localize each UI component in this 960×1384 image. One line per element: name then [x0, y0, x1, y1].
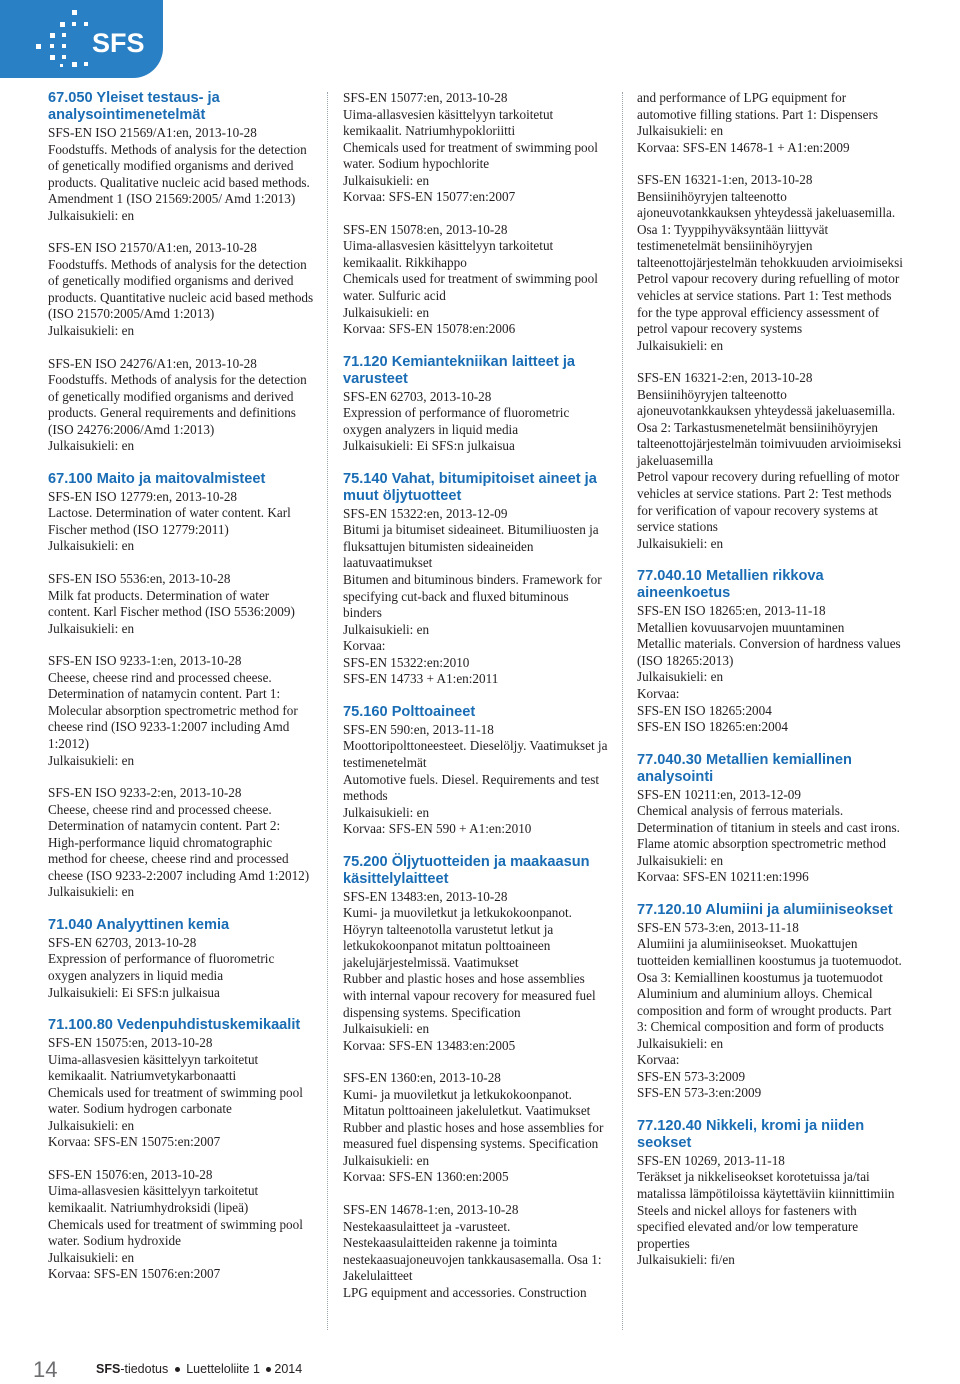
entry-line: Automotive fuels. Diesel. Requirements and test methods [343, 771, 600, 804]
standard-id: SFS-EN 62703, 2013-10-28 [48, 934, 197, 950]
standard-entry [48, 356, 314, 455]
sfs-logo-icon [0, 0, 163, 78]
standard-id: SFS-EN ISO 5536:en, 2013-10-28 [48, 571, 231, 587]
standard-entry [48, 240, 314, 339]
standard-entry [637, 90, 903, 156]
entry-line: Kumi- ja muoviletkut ja letkukokoonpanot. Mitatun polttoaineen jakeluletkut. Vaatimukset [343, 1086, 591, 1119]
entry-line: SFS-EN 573-3:2009 [637, 1068, 746, 1084]
standard-id: SFS-EN 15076:en, 2013-10-28 [48, 1166, 213, 1182]
standard-entry [48, 125, 314, 224]
standard-id: SFS-EN 15075:en, 2013-10-28 [48, 1035, 213, 1051]
entry-line: LPG equipment and accessories. Construction [343, 1284, 587, 1300]
standard-entry [637, 603, 903, 735]
standard-id: SFS-EN 10211:en, 2013-12-09 [637, 786, 801, 802]
standard-id: SFS-EN ISO 9233-2:en, 2013-10-28 [48, 785, 242, 801]
entry-line: Korvaa: [637, 1052, 680, 1068]
entry-line: Korvaa: SFS-EN 14678-1 + A1:en:2009 [637, 139, 850, 155]
entry-line: SFS-EN 15322:en:2010 [343, 654, 470, 670]
sfs-logo [0, 0, 163, 78]
entry-line: Korvaa: [343, 638, 386, 654]
standard-id: SFS-EN 16321-2:en, 2013-10-28 [637, 370, 813, 386]
standard-id: SFS-EN 590:en, 2013-11-18 [343, 721, 494, 737]
standard-entry [48, 1035, 314, 1151]
standard-entry [343, 506, 609, 688]
entry-line: Julkaisukieli: en [637, 123, 724, 139]
column-1 [48, 90, 314, 1299]
entry-line: Julkaisukieli: en [343, 1021, 430, 1037]
entry-line: Julkaisukieli: en [48, 620, 135, 636]
entry-line: Uima-allasvesien käsittelyyn tarkoitetut kemikaalit. Natriumvetykarbonaatti [48, 1051, 259, 1084]
entry-line: Bensiinihöyryjen talteenotto ajoneuvotankkauksen yhteydessä jakeluasemilla. Osa 2: Tarkastusmenetelmät bensiinihöyryjen talteenottojärjestelmän toimivuuden arvioimiseksi jakeluasemilla [637, 386, 902, 468]
entry-line: Chemicals used for treatment of swimming pool water. Sodium hypochlorite [343, 139, 598, 172]
entry-line: Metallien kovuusarvojen muuntaminen [637, 619, 845, 635]
entry-line: Expression of performance of fluorometric oxygen analyzers in liquid media [343, 405, 570, 437]
standard-entry [637, 787, 903, 886]
entry-line: Julkaisukieli: en [48, 1117, 135, 1133]
bullet-icon [266, 1367, 271, 1372]
entry-line: Julkaisukieli: en [48, 207, 135, 223]
entry-line: Julkaisukieli: Ei SFS:n julkaisua [48, 984, 220, 1000]
standard-id: SFS-EN 15077:en, 2013-10-28 [343, 90, 508, 105]
entry-line: Bitumi ja bitumiset sideaineet. Bitumiliuosten ja fluksattujen bitumisten sideaineiden laatuvaatimukset [343, 522, 599, 571]
standard-entry [48, 653, 314, 769]
entry-line: Chemical analysis of ferrous materials. Determination of titanium in steels and cast irons. Flame atomic absorption spectrometric method [637, 803, 900, 852]
entry-line: Julkaisukieli: en [48, 438, 135, 454]
standard-id: SFS-EN 16321-1:en, 2013-10-28 [637, 172, 813, 188]
footer [96, 1362, 302, 1376]
entry-line: Korvaa: SFS-EN 13483:en:2005 [343, 1037, 516, 1053]
entry-line: Julkaisukieli: en [48, 884, 135, 900]
entry-line: Julkaisukieli: en [48, 1249, 135, 1265]
entry-line: Korvaa: SFS-EN 1360:en:2005 [343, 1169, 509, 1185]
standard-id: SFS-EN ISO 18265:en, 2013-11-18 [637, 603, 826, 619]
entry-line: Julkaisukieli: en [637, 852, 724, 868]
entry-line: Lactose. Determination of water content. Karl Fischer method (ISO 12779:2011) [48, 505, 291, 537]
entry-line: Julkaisukieli: en [343, 304, 430, 320]
standard-entry [343, 90, 609, 206]
standard-id: SFS-EN 15322:en, 2013-12-09 [343, 505, 508, 521]
entry-line: Julkaisukieli: en [637, 669, 724, 685]
entry-line: Aluminium and aluminium alloys. Chemical composition and form of wrought products. Part 3: Chemical composition and form of products [637, 986, 892, 1035]
footer-year: 2014 [274, 1362, 303, 1376]
entry-line: Foodstuffs. Methods of analysis for the detection of genetically modified organisms and derived products. Qualitative nucleic acid based methods. Amendment 1 (ISO 21569:2005/ Amd 1:2013) [48, 141, 310, 207]
standard-id: SFS-EN ISO 12779:en, 2013-10-28 [48, 488, 238, 504]
entry-line: Korvaa: SFS-EN 15075:en:2007 [48, 1134, 221, 1150]
section-heading: 77.040.30 Metallien kemiallinen analysointi [637, 751, 852, 785]
entry-line: Petrol vapour recovery during refuelling of motor vehicles at service stations. Part 1: Test methods for the type approval efficiency assessment of petrol vapour recovery systems [637, 271, 900, 337]
footer-brand: SFS [96, 1362, 121, 1376]
column-3 [637, 90, 903, 1285]
entry-line: Nestekaasulaitteet ja -varusteet. Nestekaasulaitteiden rakenne ja toiminta nestekaasuajoneuvojen tankkausasemalla. Osa 1: Jakelulaitteet [343, 1218, 602, 1284]
entry-line: Julkaisukieli: en [48, 538, 135, 554]
entry-line: Julkaisukieli: en [637, 337, 724, 353]
entry-line: Julkaisukieli: en [637, 535, 724, 551]
entry-line: Uima-allasvesien käsittelyyn tarkoitetut kemikaalit. Natriumhydroksidi (lipeä) [48, 1183, 259, 1215]
standard-entry [48, 571, 314, 637]
standard-entry [637, 172, 903, 354]
entry-line: Julkaisukieli: en [48, 323, 135, 339]
standard-id: SFS-EN 1360:en, 2013-10-28 [343, 1070, 501, 1086]
entry-line: Bitumen and bituminous binders. Framework for specifying cut-back and fluxed bituminous binders [343, 572, 602, 621]
entry-line: Korvaa: SFS-EN 15078:en:2006 [343, 321, 516, 337]
entry-line: Alumiini ja alumiiniseokset. Muokattujen tuotteiden kemiallinen koostumus ja tuotemuodot. Osa 3: Kemiallinen koostumus ja tuotemuodot [637, 936, 902, 985]
entry-line: Rubber and plastic hoses and hose assemblies for measured fuel dispensing systems. Specification [343, 1119, 604, 1152]
entry-line: Expression of performance of fluorometric oxygen analyzers in liquid media [48, 951, 275, 983]
section-heading: 75.160 Polttoaineet [343, 703, 476, 720]
standard-entry [637, 920, 903, 1102]
standard-entry [637, 370, 903, 552]
entry-line: SFS-EN ISO 18265:en:2004 [637, 719, 788, 735]
standard-id: SFS-EN 15078:en, 2013-10-28 [343, 221, 508, 237]
section-heading: 75.200 Öljytuotteiden ja maakaasun käsittelylaitteet [343, 853, 590, 887]
standard-entry [637, 1153, 903, 1269]
entry-line: Korvaa: SFS-EN 15076:en:2007 [48, 1266, 221, 1282]
standard-id: SFS-EN ISO 9233-1:en, 2013-10-28 [48, 653, 242, 669]
entry-line: Steels and nickel alloys for fasteners with specified elevated and/or low temperature properties [637, 1202, 859, 1251]
entry-line: Korvaa: SFS-EN 15077:en:2007 [343, 189, 516, 205]
entry-line: Cheese, cheese rind and processed cheese. Determination of natamycin content. Part 2: High-performance liquid chromatographic method for cheese, cheese rind and processed cheese (ISO 9233-2:2007 including Amd 1:2012) [48, 801, 310, 883]
standard-id: SFS-EN 14678-1:en, 2013-10-28 [343, 1201, 519, 1217]
entry-line: Chemicals used for treatment of swimming pool water. Sodium hydroxide [48, 1216, 303, 1249]
standard-id: SFS-EN 13483:en, 2013-10-28 [343, 888, 508, 904]
standard-id: SFS-EN ISO 21569/A1:en, 2013-10-28 [48, 125, 257, 140]
entry-line: Chemicals used for treatment of swimming pool water. Sulfuric acid [343, 271, 598, 304]
bullet-icon [175, 1367, 180, 1372]
entry-line: Moottoripolttoneesteet. Dieselöljy. Vaatimukset ja testimenetelmät [343, 738, 608, 770]
standard-id: SFS-EN 62703, 2013-10-28 [343, 388, 492, 404]
standard-entry [343, 722, 609, 838]
standard-id: SFS-EN 10269, 2013-11-18 [637, 1152, 785, 1168]
section-heading: 77.120.10 Alumiini ja alumiiniseokset [637, 901, 893, 918]
entry-line: Uima-allasvesien käsittelyyn tarkoitetut kemikaalit. Rikkihappo [343, 238, 554, 270]
section-heading: 71.040 Analyyttinen kemia [48, 916, 230, 933]
entry-line: Uima-allasvesien käsittelyyn tarkoitetut kemikaalit. Natriumhypokloriitti [343, 106, 554, 139]
standard-id: SFS-EN ISO 21570/A1:en, 2013-10-28 [48, 240, 257, 256]
standard-entry [343, 889, 609, 1054]
entry-line: SFS-EN 14733 + A1:en:2011 [343, 671, 499, 687]
entry-line: Metallic materials. Conversion of hardness values (ISO 18265:2013) [637, 636, 901, 668]
page-number: 14 [33, 1357, 58, 1382]
standard-entry [48, 935, 314, 1001]
footer-supplement: Luetteloliite 1 [186, 1362, 260, 1376]
entry-line: Julkaisukieli: en [343, 621, 430, 637]
entry-line: Julkaisukieli: fi/en [637, 1252, 735, 1268]
standard-id: and performance of LPG equipment for automotive filling stations. Part 1: Dispensers [637, 90, 879, 122]
standard-entry [343, 222, 609, 338]
entry-line: Chemicals used for treatment of swimming pool water. Sodium hydrogen carbonate [48, 1084, 303, 1117]
entry-line: Cheese, cheese rind and processed cheese. Determination of natamycin content. Part 1: Molecular absorption spectrometric method for cheese rind (ISO 9233-1:2007 including Amd 1:2012) [48, 669, 298, 751]
standard-id: SFS-EN 573-3:en, 2013-11-18 [637, 919, 799, 935]
section-heading: 67.050 Yleiset testaus- ja analysointimenetelmät [48, 90, 220, 123]
entry-line: Milk fat products. Determination of water content. Karl Fischer method (ISO 5536:2009) [48, 587, 295, 620]
entry-line: SFS-EN 573-3:en:2009 [637, 1085, 762, 1101]
entry-line: Julkaisukieli: Ei SFS:n julkaisua [343, 438, 515, 454]
section-heading: 77.040.10 Metallien rikkova aineenkoetus [637, 568, 824, 602]
standard-entry [48, 489, 314, 555]
entry-line: Teräkset ja nikkeliseokset korotetuissa ja/tai matalissa lämpötiloissa käytettäviin kiinnittimiin [637, 1169, 895, 1201]
standard-entry [48, 1167, 314, 1283]
entry-line: SFS-EN ISO 18265:2004 [637, 702, 772, 718]
entry-line: Foodstuffs. Methods of analysis for the detection of genetically modified organisms and derived products. General requirements and definitions (ISO 24276:2006/Amd 1:2013) [48, 372, 307, 437]
column-divider [622, 92, 623, 1330]
standard-entry [343, 1070, 609, 1186]
standard-id: SFS-EN ISO 24276/A1:en, 2013-10-28 [48, 355, 257, 371]
entry-line: Korvaa: [637, 685, 680, 701]
entry-line: Kumi- ja muoviletkut ja letkukokoonpanot. Höyryn talteenotolla varustetut letkut ja letkukokoonpanot mitatun polttoaineen jakelujärjestelmissä. Vaatimukset [343, 905, 572, 970]
standard-entry [343, 1202, 609, 1301]
entry-line: Julkaisukieli: en [343, 1152, 430, 1168]
section-heading: 77.120.40 Nikkeli, kromi ja niiden seokset [637, 1117, 865, 1151]
column-divider [327, 92, 328, 1330]
section-heading: 75.140 Vahat, bitumipitoiset aineet ja muut öljytuotteet [343, 470, 597, 504]
logo-text: SFS [92, 28, 145, 58]
section-heading: 71.100.80 Vedenpuhdistuskemikaalit [48, 1017, 301, 1034]
entry-line: Petrol vapour recovery during refuelling of motor vehicles at service stations. Part 2: Test methods for verification of vapour recovery systems at service stations [637, 469, 900, 535]
entry-line: Rubber and plastic hoses and hose assemblies with internal vapour recovery for measured fuel dispensing systems. Specification [343, 971, 596, 1020]
section-heading: 67.100 Maito ja maitovalmisteet [48, 470, 266, 487]
entry-line: Korvaa: SFS-EN 590 + A1:en:2010 [343, 821, 532, 837]
standard-entry [343, 389, 609, 455]
entry-line: Julkaisukieli: en [48, 752, 135, 768]
entry-line: Foodstuffs. Methods of analysis for the detection of genetically modified organisms and derived products. Quantitative nucleic acid based methods (ISO 21570:2005/Amd 1:2013) [48, 256, 314, 322]
entry-line: Korvaa: SFS-EN 10211:en:1996 [637, 869, 809, 885]
entry-line: Bensiinihöyryjen talteenotto ajoneuvotankkauksen yhteydessä jakeluasemilla. Osa 1: Tyyppihyväksyntään liittyvät testimenetelmät bensiinihöyryjen talteenottojärjestelmän tehokkuuden arvioimiseksi [637, 188, 903, 270]
entry-line: Julkaisukieli: en [637, 1035, 724, 1051]
entry-line: Julkaisukieli: en [343, 172, 430, 188]
footer-publication: -tiedotus [120, 1362, 169, 1376]
section-heading: 71.120 Kemiantekniikan laitteet ja varusteet [343, 353, 575, 387]
standard-entry [48, 785, 314, 901]
column-2 [343, 90, 609, 1317]
entry-line: Julkaisukieli: en [343, 804, 430, 820]
